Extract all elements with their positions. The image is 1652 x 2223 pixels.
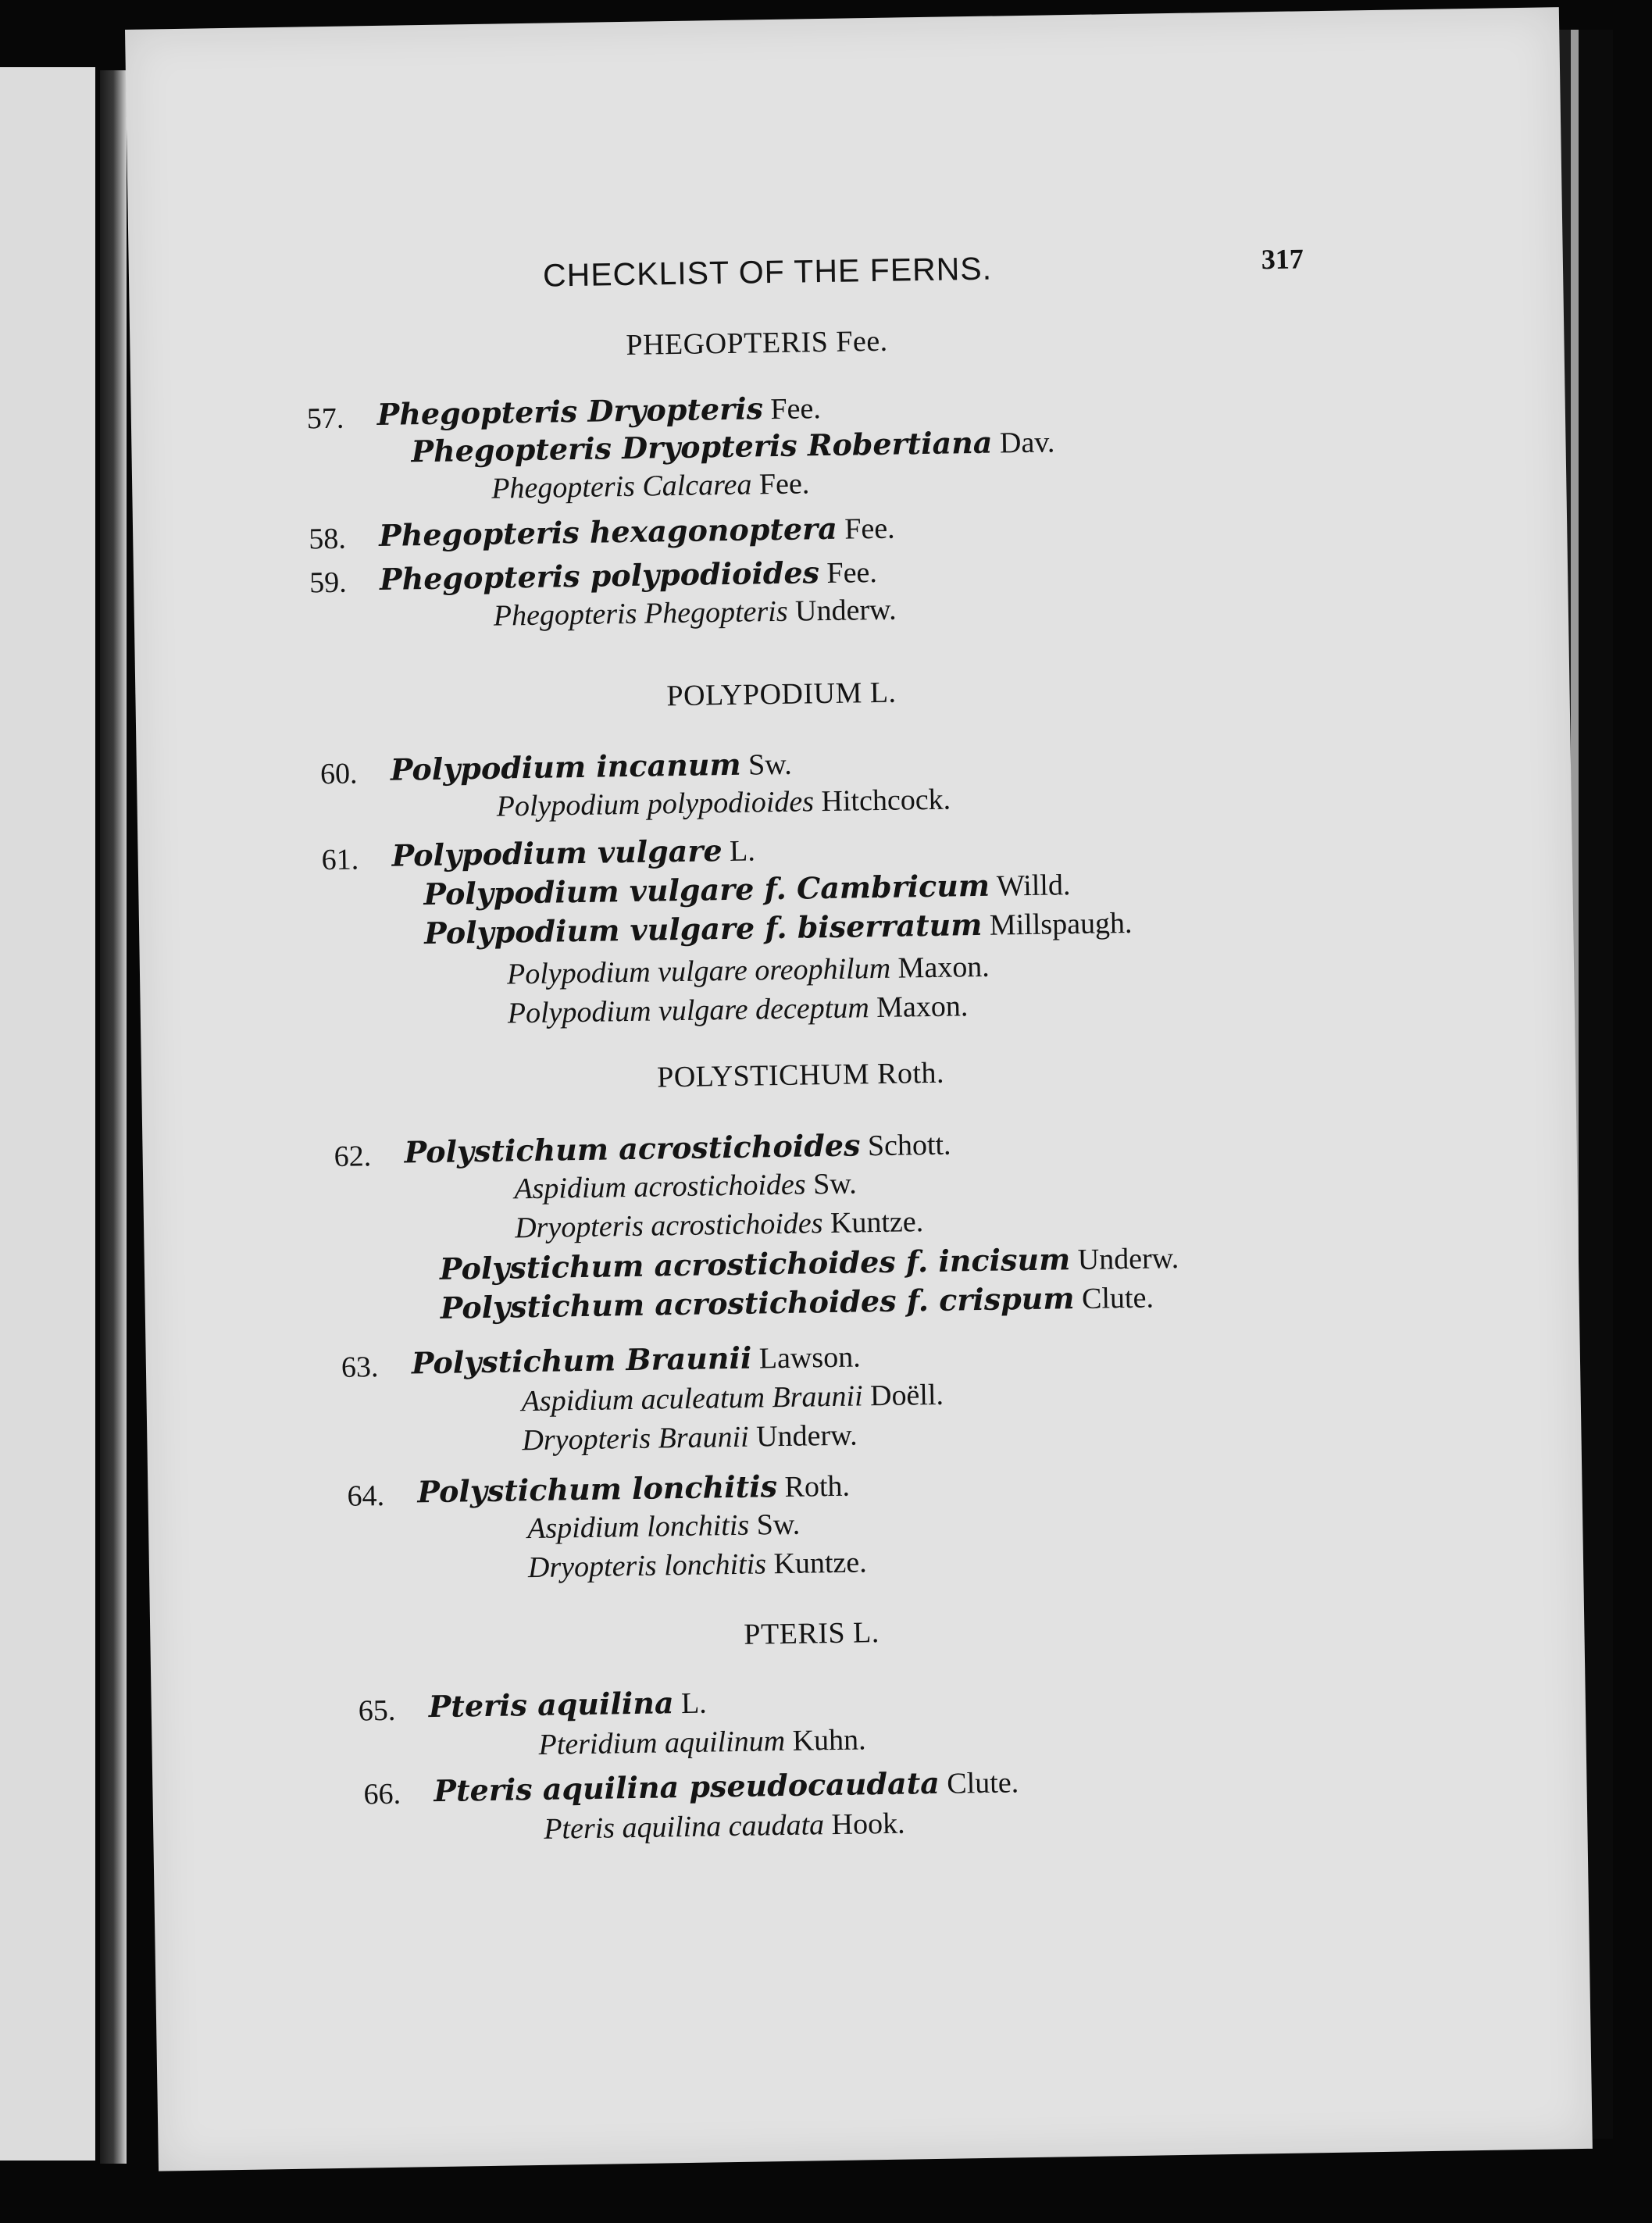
author: Kuhn. bbox=[792, 1723, 866, 1757]
author: Maxon. bbox=[876, 990, 969, 1025]
accepted-name: Pteris aquilina pseudocaudata bbox=[434, 1764, 940, 1809]
form-name: Polypodium vulgare f. biserratum bbox=[423, 906, 983, 951]
author: L. bbox=[729, 834, 756, 868]
author: Dav. bbox=[999, 426, 1055, 460]
author: Kuntze. bbox=[773, 1546, 868, 1581]
author: Hitchcock. bbox=[821, 783, 951, 819]
accepted-name: Phegopteris polypodioides bbox=[379, 555, 820, 597]
synonym-line bbox=[522, 1418, 858, 1458]
synonym-name: Pteris aquilina caudata bbox=[543, 1808, 825, 1846]
entry-accepted-line bbox=[391, 832, 755, 873]
entry-number: 63. bbox=[341, 1351, 379, 1384]
author: Fee. bbox=[844, 512, 895, 546]
author: Millspaugh. bbox=[989, 906, 1133, 942]
synonym-line bbox=[538, 1722, 866, 1762]
author: Hook. bbox=[831, 1807, 905, 1842]
author: Fee. bbox=[770, 392, 822, 426]
entry-accepted-line bbox=[380, 554, 877, 598]
form-line bbox=[423, 866, 1071, 912]
entry-number: 62. bbox=[334, 1140, 372, 1173]
author: Sw. bbox=[812, 1167, 858, 1201]
form-name: Polystichum acrostichoides f. incisum bbox=[439, 1241, 1071, 1286]
synonym-line bbox=[496, 783, 951, 824]
author: Clute. bbox=[947, 1766, 1019, 1800]
synonym-name: Dryopteris acrostichoides bbox=[514, 1207, 823, 1245]
synonym-line bbox=[544, 1807, 905, 1847]
accepted-name: Polystichum lonchitis bbox=[417, 1468, 778, 1510]
entry-accepted-line bbox=[412, 1338, 861, 1381]
author: Kuntze. bbox=[830, 1205, 924, 1240]
accepted-name: Polystichum Braunii bbox=[411, 1340, 752, 1381]
author: Schott. bbox=[867, 1128, 951, 1163]
synonym-line bbox=[515, 1204, 924, 1245]
synonym-name: Aspidium aculeatum Braunii bbox=[521, 1379, 863, 1418]
entry-accepted-line bbox=[391, 746, 792, 788]
page-number: 317 bbox=[1261, 243, 1304, 276]
synonym-line bbox=[491, 466, 810, 505]
author: Underw. bbox=[1077, 1242, 1179, 1277]
synonym-line bbox=[528, 1545, 867, 1585]
synonym-name: Pteridium aquilinum bbox=[538, 1724, 786, 1761]
author: Underw. bbox=[794, 593, 897, 628]
entry-accepted-line bbox=[428, 1685, 707, 1725]
entry-accepted-line bbox=[417, 1468, 850, 1511]
author: Lawson. bbox=[758, 1340, 861, 1376]
synonym-name: Phegopteris Phegopteris bbox=[493, 594, 788, 633]
author: Clute. bbox=[1081, 1281, 1154, 1315]
section-title: PTERIS L. bbox=[744, 1616, 880, 1651]
entry-number: 61. bbox=[321, 843, 359, 877]
entry-number: 57. bbox=[306, 401, 344, 436]
synonym-name: Polypodium polypodioides bbox=[496, 785, 815, 823]
book-page bbox=[125, 7, 1593, 2171]
author: Underw. bbox=[755, 1418, 858, 1454]
form-name: Polypodium vulgare f. Cambricum bbox=[423, 867, 990, 912]
entry-number: 60. bbox=[319, 757, 358, 791]
entry-number: 59. bbox=[309, 566, 347, 600]
synonym-name: Aspidium lonchitis bbox=[526, 1508, 750, 1546]
synonym-name: Dryopteris lonchitis bbox=[527, 1547, 767, 1585]
section-title: POLYSTICHUM Roth. bbox=[656, 1056, 945, 1094]
author: Maxon. bbox=[897, 950, 990, 985]
author: Roth. bbox=[784, 1469, 851, 1504]
author: Doëll. bbox=[869, 1378, 944, 1413]
entry-accepted-line bbox=[404, 1126, 951, 1171]
entry-number: 64. bbox=[347, 1479, 385, 1513]
author: Fee. bbox=[826, 555, 878, 590]
synonym-line bbox=[521, 1378, 944, 1418]
book-gutter bbox=[100, 70, 127, 2164]
author: Sw. bbox=[756, 1508, 801, 1542]
author: Willd. bbox=[996, 869, 1071, 903]
synonym-line bbox=[507, 950, 990, 992]
entry-number: 65. bbox=[358, 1693, 396, 1728]
entry-number: 58. bbox=[308, 522, 347, 556]
entry-accepted-line bbox=[376, 390, 821, 433]
synonym-line bbox=[527, 1508, 801, 1546]
synonym-name: Dryopteris Braunii bbox=[522, 1420, 750, 1458]
accepted-name: Polypodium vulgare bbox=[391, 833, 723, 873]
entry-number: 66. bbox=[363, 1777, 401, 1811]
form-name: Phegopteris Dryopteris Robertiana bbox=[411, 424, 993, 469]
synonym-name: Phegopteris Calcarea bbox=[491, 468, 752, 505]
section-title: PHEGOPTERIS Fee. bbox=[626, 324, 888, 362]
synonym-line bbox=[494, 593, 897, 633]
form-name: Polystichum acrostichoides f. crispum bbox=[440, 1280, 1075, 1326]
synonym-name: Polypodium vulgare deceptum bbox=[507, 991, 870, 1030]
form-line bbox=[424, 905, 1133, 951]
accepted-name: Pteris aquilina bbox=[428, 1685, 674, 1725]
accepted-name: Polystichum acrostichoides bbox=[404, 1127, 861, 1170]
synonym-name: Aspidium acrostichoides bbox=[514, 1168, 806, 1206]
section-title: POLYPODIUM L. bbox=[666, 676, 897, 713]
author: Sw. bbox=[748, 748, 793, 782]
facing-page-edge bbox=[0, 67, 95, 2161]
synonym-line bbox=[514, 1166, 857, 1206]
accepted-name: Polypodium incanum bbox=[390, 746, 741, 787]
form-line bbox=[440, 1279, 1154, 1326]
synonym-line bbox=[507, 989, 968, 1030]
running-head: CHECKLIST OF THE FERNS. bbox=[542, 250, 993, 294]
synonym-name: Polypodium vulgare oreophilum bbox=[506, 951, 891, 991]
accepted-name: Phegopteris Dryopteris bbox=[376, 391, 764, 432]
page-header bbox=[543, 244, 1403, 304]
entry-accepted-line bbox=[434, 1764, 1019, 1809]
accepted-name: Phegopteris hexagonoptera bbox=[378, 510, 838, 553]
author: Fee. bbox=[758, 467, 810, 501]
entry-accepted-line bbox=[379, 510, 895, 554]
author: L. bbox=[680, 1686, 708, 1721]
